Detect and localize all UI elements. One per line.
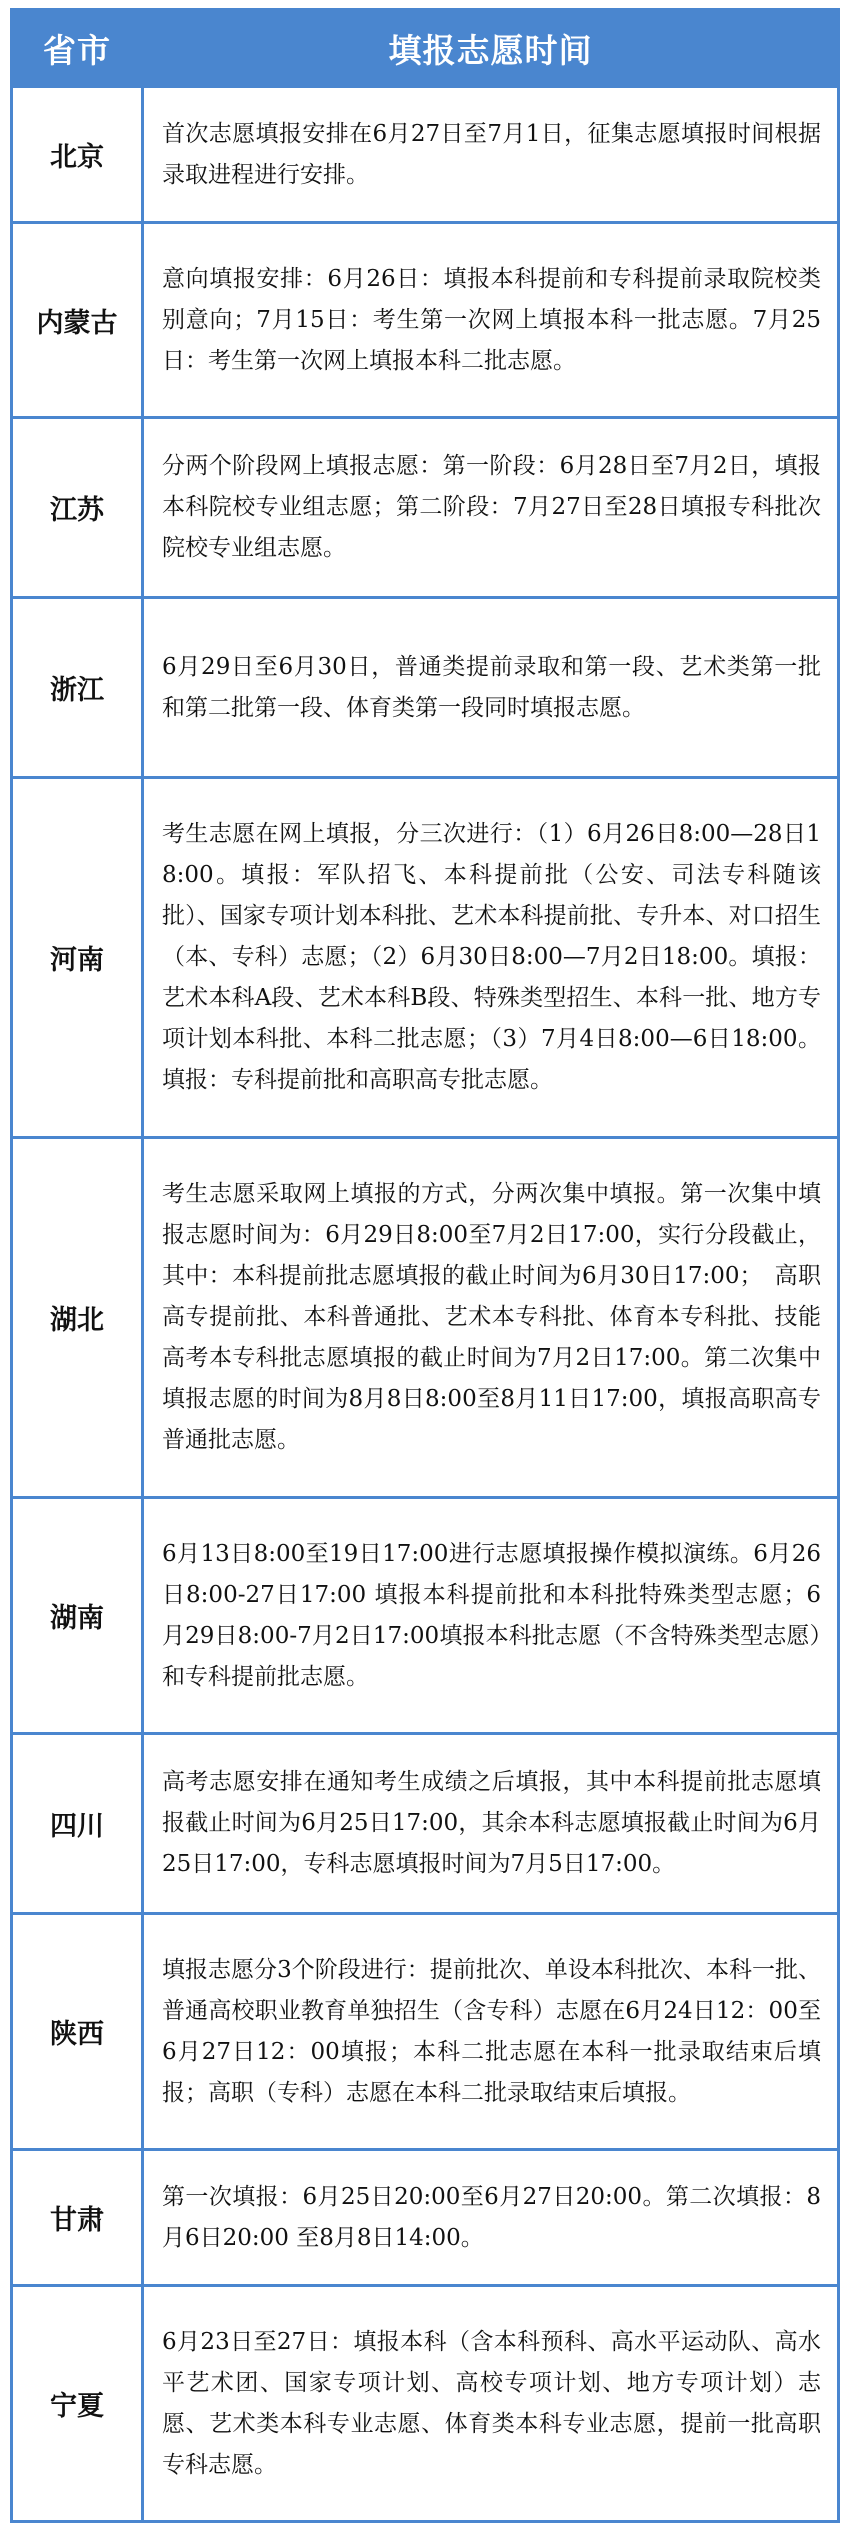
province-cell: 北京 [12,87,143,223]
province-cell: 浙江 [12,598,143,778]
province-cell: 湖南 [12,1498,143,1734]
table-row [12,1734,839,1914]
header-time: 填报志愿时间 [143,10,839,87]
province-cell: 内蒙古 [12,223,143,418]
detail-cell: 6月13日8:00至19日17:00进行志愿填报操作模拟演练。6月26日8:00-27日17:00 填报本科提前批和本科批特殊类型志愿；6月29日8:00-7月2日17:00填报本科批志愿（不含特殊类型志愿）和专科提前批志愿。 [143,1498,839,1734]
detail-cell: 填报志愿分3个阶段进行：提前批次、单设本科批次、本科一批、普通高校职业教育单独招生（含专科）志愿在6月24日12：00至6月27日12：00填报；本科二批志愿在本科一批录取结束后填报；高职（专科）志愿在本科二批录取结束后填报。 [143,1914,839,2150]
table-row [12,1914,839,2150]
province-cell: 甘肃 [12,2150,143,2286]
detail-cell: 首次志愿填报安排在6月27日至7月1日，征集志愿填报时间根据录取进程进行安排。 [143,87,839,223]
detail-cell: 考生志愿在网上填报，分三次进行：（1）6月26日8:00—28日18:00。填报：军队招飞、本科提前批（公安、司法专科随该批）、国家专项计划本科批、艺术本科提前批、专升本、对口招生（本、专科）志愿；（2）6月30日8:00—7月2日18:00。填报：艺术本科A段、艺术本科B段、特殊类型招生、本科一批、地方专项计划本科批、本科二批志愿；（3）7月4日8:00—6日18:00。填报：专科提前批和高职高专批志愿。 [143,778,839,1138]
province-cell: 宁夏 [12,2286,143,2522]
table-row [12,223,839,418]
table-row [12,418,839,598]
table-row [12,2150,839,2286]
header-province: 省市 [12,10,143,87]
detail-cell: 高考志愿安排在通知考生成绩之后填报，其中本科提前批志愿填报截止时间为6月25日17:00，其余本科志愿填报截止时间为6月25日17:00，专科志愿填报时间为7月5日17:00。 [143,1734,839,1914]
volunteer-schedule-table-container [10,8,840,2523]
detail-cell: 考生志愿采取网上填报的方式，分两次集中填报。第一次集中填报志愿时间为：6月29日8:00至7月2日17:00，实行分段截止，其中：本科提前批志愿填报的截止时间为6月30日17:00； 高职高专提前批、本科普通批、艺术本专科批、体育本专科批、技能高考本专科批志愿填报的截止时间为7月2日17:00。第二次集中填报志愿的时间为8月8日8:00至8月11日17:00，填报高职高专普通批志愿。 [143,1138,839,1498]
table-row [12,87,839,223]
detail-cell: 意向填报安排：6月26日：填报本科提前和专科提前录取院校类别意向；7月15日：考生第一次网上填报本科一批志愿。7月25日：考生第一次网上填报本科二批志愿。 [143,223,839,418]
volunteer-schedule-table [10,8,840,2523]
province-cell: 四川 [12,1734,143,1914]
detail-cell: 6月29日至6月30日，普通类提前录取和第一段、艺术类第一批和第二批第一段、体育类第一段同时填报志愿。 [143,598,839,778]
table-row [12,778,839,1138]
table-row [12,598,839,778]
province-cell: 湖北 [12,1138,143,1498]
detail-cell: 6月23日至27日：填报本科（含本科预科、高水平运动队、高水平艺术团、国家专项计划、高校专项计划、地方专项计划）志愿、艺术类本科专业志愿、体育类本科专业志愿，提前一批高职专科志愿。 [143,2286,839,2522]
province-cell: 陕西 [12,1914,143,2150]
province-cell: 河南 [12,778,143,1138]
detail-cell: 分两个阶段网上填报志愿：第一阶段：6月28日至7月2日，填报本科院校专业组志愿；第二阶段：7月27日至28日填报专科批次院校专业组志愿。 [143,418,839,598]
table-header-row [12,10,839,87]
table-row [12,1498,839,1734]
table-row [12,2286,839,2522]
table-row [12,1138,839,1498]
detail-cell: 第一次填报：6月25日20:00至6月27日20:00。第二次填报：8月6日20:00 至8月8日14:00。 [143,2150,839,2286]
province-cell: 江苏 [12,418,143,598]
